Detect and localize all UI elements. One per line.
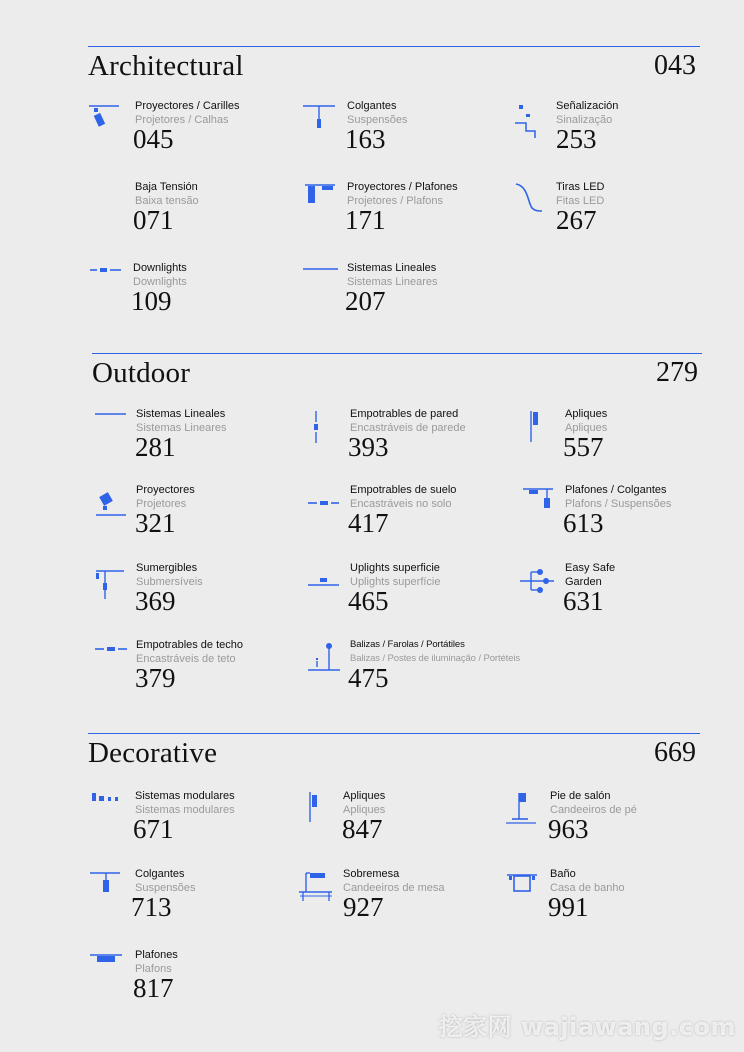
item-sublabel: Projetores / Plafons [347, 195, 443, 207]
item-sublabel: Sinalização [556, 114, 613, 126]
wall-recessed-icon [305, 408, 341, 444]
item-label: Empotrables de pared [350, 408, 459, 420]
item-label: Baja Tensión [135, 181, 198, 193]
item-page-number: 817 [133, 973, 174, 1003]
floodlight-icon [92, 484, 128, 520]
submersible-icon [92, 562, 128, 598]
linear-system-icon [300, 262, 336, 298]
item-label: Proyectores / Carilles [135, 100, 240, 112]
downlight-icon [88, 262, 124, 298]
modular-system-icon [88, 790, 124, 826]
item-label: Plafones / Colgantes [565, 484, 667, 496]
bollard-icon [305, 639, 341, 675]
section-page-number: 669 [654, 737, 696, 768]
item-label: Apliques [565, 408, 608, 420]
item-sublabel: Plafons / Suspensões [565, 498, 672, 510]
item-page-number: 671 [133, 814, 174, 844]
led-strip-icon [510, 181, 546, 217]
item-page-number: 071 [133, 205, 174, 235]
item-page-number: 109 [131, 286, 172, 316]
item-page-number: 713 [131, 892, 172, 922]
item-label: Sistemas Lineales [136, 408, 226, 420]
item-label: Baño [550, 868, 576, 880]
ground-recessed-icon [305, 484, 341, 520]
section-page-number: 043 [654, 50, 696, 81]
item-sublabel: Fitas LED [556, 195, 605, 207]
item-page-number: 613 [563, 508, 604, 538]
item-page-number: 281 [135, 432, 176, 462]
item-label: Easy Safe [565, 562, 616, 574]
item-sublabel: Candeeiros de pé [550, 804, 637, 816]
item-sublabel: Apliques [565, 422, 608, 434]
item-label: Proyectores [136, 484, 195, 496]
item-page-number: 379 [135, 663, 176, 693]
item-label: Colgantes [135, 868, 185, 880]
section-page-number: 279 [656, 357, 698, 388]
item-sublabel: Sistemas Lineares [136, 422, 227, 434]
ceiling-pendant-icon [520, 484, 556, 520]
item-label: Proyectores / Plafones [347, 181, 458, 193]
item-label: Sobremesa [343, 868, 400, 880]
item-sublabel: Submersíveis [136, 576, 203, 588]
item-label: Pie de salón [550, 790, 611, 802]
item-sublabel: Encastráveis de teto [136, 653, 236, 665]
item-sublabel: Sistemas Lineares [347, 276, 438, 288]
section-title: Outdoor [92, 357, 191, 389]
item-sublabel: Suspensões [347, 114, 408, 126]
item-page-number: 321 [135, 508, 176, 538]
item-sublabel: Baixa tensão [135, 195, 199, 207]
item-page-number: 465 [348, 586, 389, 616]
pendant-icon [88, 868, 124, 904]
easy-safe-icon [520, 562, 556, 598]
item-sublabel: Candeeiros de mesa [343, 882, 445, 894]
item-page-number: 393 [348, 432, 389, 462]
item-sublabel: Casa de banho [550, 882, 625, 894]
wall-light-icon [297, 790, 333, 826]
item-label: Empotrables de techo [136, 639, 244, 651]
item-label: Downlights [133, 262, 187, 274]
section-divider [92, 353, 702, 354]
item-page-number: 171 [345, 205, 386, 235]
item-sublabel: Encastráveis de parede [350, 422, 466, 434]
projector-rail-icon [88, 100, 124, 136]
item-label: Señalización [556, 100, 619, 112]
item-page-number: 207 [345, 286, 386, 316]
watermark: 挖家网 wajiawang.com [438, 1013, 736, 1041]
linear-system-icon [92, 408, 128, 444]
item-page-number: 267 [556, 205, 597, 235]
item-page-number: 417 [348, 508, 389, 538]
item-sublabel: Uplights superfície [350, 576, 441, 588]
item-page-number: 963 [548, 814, 589, 844]
item-label: Sistemas Lineales [347, 262, 437, 274]
table-lamp-icon [297, 868, 333, 904]
section-divider [88, 733, 700, 734]
item-page-number: 163 [345, 124, 386, 154]
surface-uplight-icon [305, 562, 341, 598]
item-page-number: 253 [556, 124, 597, 154]
section-title: Decorative [88, 737, 218, 769]
item-page-number: 369 [135, 586, 176, 616]
item-sublabel: Projetores / Calhas [135, 114, 229, 126]
item-label: Uplights superficie [350, 562, 440, 574]
item-label: Balizas / Farolas / Portátiles [350, 639, 465, 650]
section-divider [88, 46, 700, 47]
item-sublabel: Balizas / Postes de iluminação / Portéteis [350, 653, 521, 664]
item-page-number: 045 [133, 124, 174, 154]
item-label: Colgantes [347, 100, 397, 112]
item-sublabel: Projetores [136, 498, 187, 510]
item-label: Apliques [343, 790, 386, 802]
item-sublabel: Apliques [343, 804, 386, 816]
section-decorative [88, 733, 700, 773]
item-sublabel: Encastráveis no solo [350, 498, 452, 510]
item-label: Plafones [135, 949, 178, 961]
item-sublabel: Sistemas modulares [135, 804, 235, 816]
item-page-number: 557 [563, 432, 604, 462]
ceiling-recessed-icon [92, 639, 128, 675]
item-page-number: 631 [563, 586, 604, 616]
projector-ceiling-icon [300, 181, 336, 217]
item-sublabel: Suspensões [135, 882, 196, 894]
item-page-number: 847 [342, 814, 383, 844]
item-sublabel: Garden [565, 576, 602, 588]
item-sublabel: Plafons [135, 963, 172, 975]
item-sublabel: Downlights [133, 276, 187, 288]
section-title: Architectural [88, 50, 244, 82]
bathroom-icon [504, 868, 540, 904]
item-label: Sistemas modulares [135, 790, 235, 802]
section-outdoor [92, 353, 702, 393]
ceiling-icon [88, 949, 124, 985]
item-label: Tiras LED [556, 181, 605, 193]
item-page-number: 927 [343, 892, 384, 922]
item-label: Empotrables de suelo [350, 484, 457, 496]
floor-lamp-icon [504, 790, 540, 826]
wall-light-icon [520, 408, 556, 444]
item-page-number: 991 [548, 892, 589, 922]
item-label: Sumergibles [136, 562, 198, 574]
item-page-number: 475 [348, 663, 389, 693]
pendant-icon [300, 100, 336, 136]
signage-icon [510, 100, 546, 136]
